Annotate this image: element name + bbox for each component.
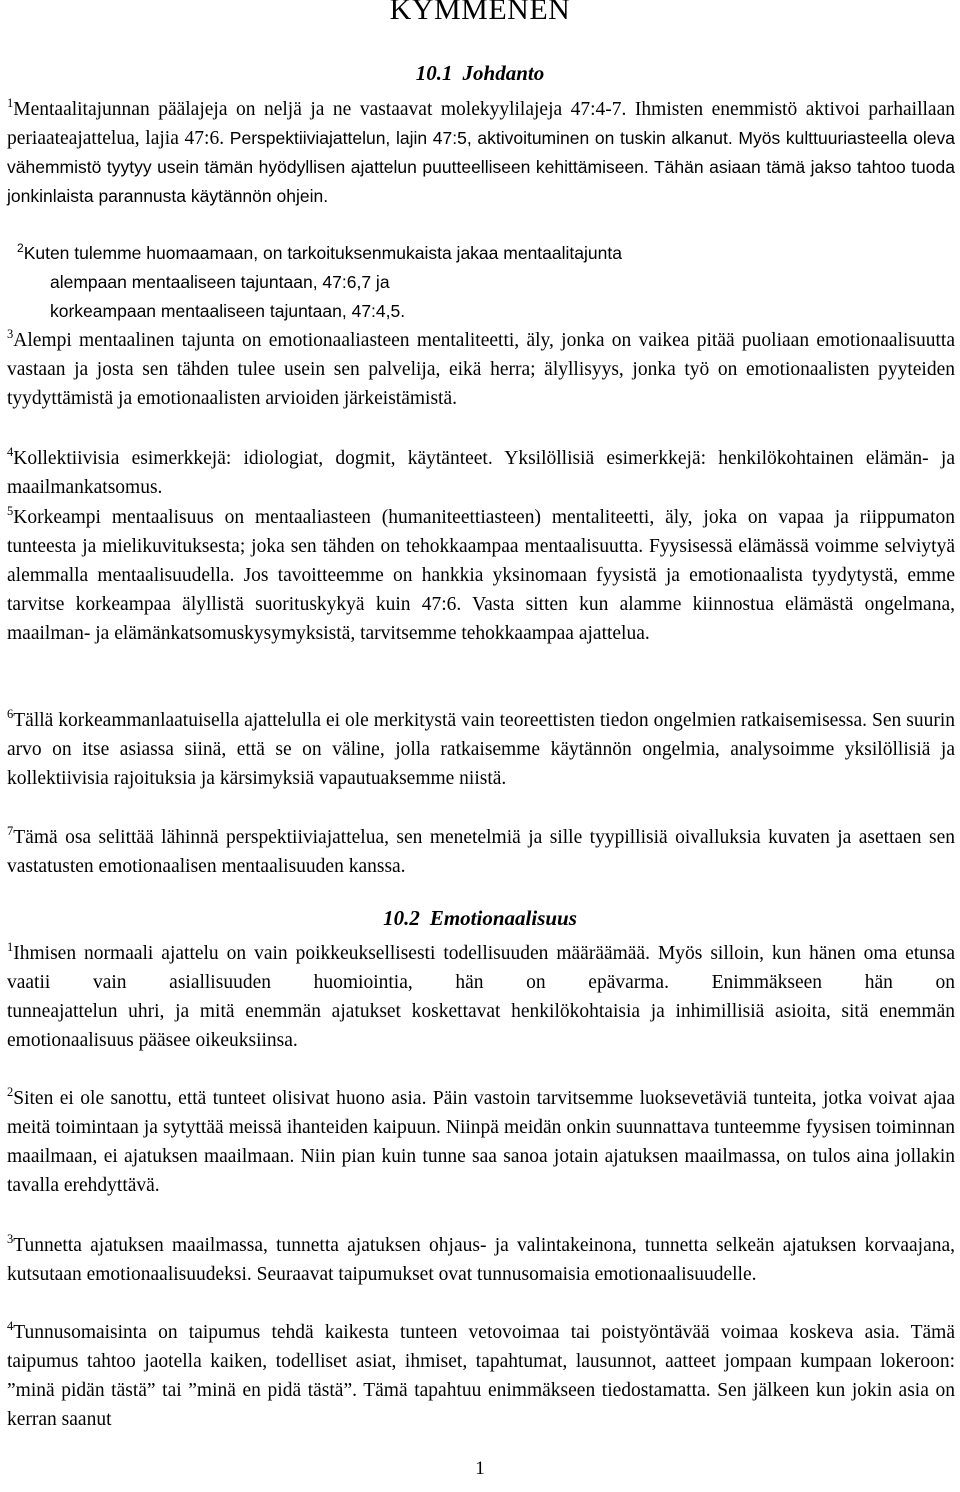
paragraph-text: Tällä korkeammanlaatuisella ajattelulla ei ole merkitystä vain teoreettisten tiedon ongelmien ratkaisemisessa. Sen suurin arvo on itse asiassa siinä, että se on väline, jolla ratkaisemme käytännön ongelmia, analysoimme yksilöllisiä ja kollektiivisia rajoituksia ja kärsimyksiä vapautuaksemme niistä. [7, 710, 955, 789]
list-line [7, 239, 955, 268]
paragraph-text: Tämä osa selittää lähinnä perspektiiviajattelua, sen menetelmiä ja sille tyypillisiä oivalluksia kuvaten ja asettaen sen vastatusten emotionaalisen mentaalisuuden kanssa. [7, 827, 955, 877]
paragraph-10-1-2 [7, 239, 955, 326]
paragraph-number: 5 [7, 503, 14, 518]
paragraph-number: 1 [7, 95, 14, 110]
section-title: Johdanto [462, 61, 545, 85]
section-number: 10.2 [383, 906, 420, 930]
paragraph-number: 1 [7, 939, 14, 954]
paragraph-10-1-1 [7, 95, 955, 211]
page-number: 1 [475, 1458, 485, 1479]
paragraph-10-2-2 [7, 1084, 955, 1200]
paragraph-text: Kollektiivisia esimerkkejä: idiologiat, dogmit, käytänteet. Yksilöllisiä esimerkkejä: henkilökohtainen elämän- ja maailmankatsomus. [7, 448, 955, 498]
section-heading-10-1 [0, 59, 960, 87]
chapter-title: KYMMENEN [389, 0, 571, 26]
paragraph-text: Alempi mentaalinen tajunta on emotionaaliasteen mentaliteetti, äly, jonka on vaikea pitää puoliaan emotionaalisuutta vastaan ja josta sen tähden tulee usein sen palvelija, eikä herra; älyllisyys, jonka työ on emotionaalisten pyyteiden tyydyttämistä ja emotionaalisten arvioiden järkeistämistä. [7, 330, 955, 409]
paragraph-text: Ihmisen normaali ajattelu on vain poikkeuksellisesti todellisuuden määräämää. Myös silloin, kun hänen oma etunsa vaatii vain asiallisuuden huomiointia, hän on epävarma. Enimmäkseen hän on [7, 943, 955, 993]
paragraph-text: Siten ei ole sanottu, että tunteet olisivat huono asia. Päin vastoin tarvitsemme luoksevetäviä tunteita, jotka voivat ajaa meitä toimintaan ja sytyttää meissä ihanteiden kaipuun. Niinpä meidän onkin suunnattava tunteemme fyysisen toiminnan maailmaan, ei ajatuksen maailmaan. Niin pian kuin tunne saa sanoa jotain ajatuksen maailmassa, on tulos aina jollakin tavalla erehdyttävä. [7, 1088, 955, 1196]
paragraph-number: 2 [17, 241, 24, 256]
paragraph-number: 3 [7, 326, 14, 341]
paragraph-number: 6 [7, 706, 14, 721]
paragraph-number: 7 [7, 823, 14, 838]
paragraph-number: 4 [7, 1318, 14, 1333]
paragraph-text-sans: Perspektiiviajattelun, lajin 47:5, aktivoituminen on tuskin alkanut. Myös kulttuuriasteella oleva vähemmistö tyytyy usein tämän hyödyllisen ajattelun puutteelliseen kehittämiseen. Tähän asiaan tämä jakso tahtoo tuoda jonkinlaista parannusta käytännön ohjein. [7, 128, 955, 206]
paragraph-10-2-3 [7, 1231, 955, 1289]
paragraph-text: Tunnetta ajatuksen maailmassa, tunnetta ajatuksen ohjaus- ja valintakeinona, tunnetta selkeän ajatuksen korvaajana, kutsutaan emotionaalisuudeksi. Seuraavat taipumukset ovat tunnusomaisia emotionaalisuudelle. [7, 1235, 955, 1285]
paragraph-text-continued: tunneajattelun uhri, ja mitä enemmän ajatukset koskettavat henkilökohtaisia ja inhimillisiä asioita, sitä enemmän emotionaalisuus pääsee oikeuksiinsa. [7, 1001, 955, 1051]
paragraph-lines-justified [7, 939, 955, 997]
section-title: Emotionaalisuus [429, 906, 577, 930]
list-line-text: Kuten tulemme huomaamaan, on tarkoituksenmukaista jakaa mentaalitajunta [23, 243, 622, 263]
section-number: 10.1 [415, 61, 453, 85]
section-heading-10-2 [0, 904, 960, 932]
paragraph-10-2-1 [7, 939, 955, 1055]
paragraph-text-serif: Mentaalitajunnan päälajeja on neljä ja ne vastaavat molekyylilajeja 47:4-7. Ihmisten enemmistö aktivoi parhaillaan periaateajattelua, lajia 47:6. [7, 99, 955, 149]
paragraph-10-1-7 [7, 823, 955, 881]
list-line: alempaan mentaaliseen tajuntaan, 47:6,7 ja [50, 272, 390, 292]
paragraph-text: Korkeampi mentaalisuus on mentaaliasteen (humaniteettiasteen) mentaliteetti, äly, joka on vapaa ja riippumaton tunteesta ja mielikuvituksesta; joka sen tähden on tehokkaampaa mentaalisuutta. Fyysisessä elämässä voimme selviytyä alemmalla mentaalisuudella. Jos tavoitteemme on hankkia yksinomaan fyysistä ja emotionaalista tyydytystä, emme tarvitse korkeampaa älyllistä suorituskykyä kuin 47:6. Vasta sitten kun alamme kiinnostua elämästä ongelmana, maailman- ja elämänkatsomuskysymyksistä, tarvitsemme tehokkaampaa ajattelua. [7, 507, 955, 644]
paragraph-10-1-5 [7, 503, 955, 648]
paragraph-number: 3 [7, 1231, 14, 1246]
paragraph-number: 4 [7, 444, 14, 459]
paragraph-10-1-3 [7, 326, 955, 413]
paragraph-10-2-4 [7, 1318, 955, 1434]
list-line: korkeampaan mentaaliseen tajuntaan, 47:4,5. [50, 301, 406, 321]
paragraph-text: Tunnusomaisinta on taipumus tehdä kaikesta tunteen vetovoimaa tai poistyöntävää voimaa koskeva asia. Tämä taipumus tahtoo jaotella kaiken, todelliset asiat, ihmiset, tapahtumat, lausunnot, aatteet jompaan kumpaan lokeroon: ”minä pidän tästä” tai ”minä en pidä tästä”. Tämä tapahtuu enimmäkseen tiedostamatta. Sen jälkeen kun jokin asia on kerran saanut [7, 1322, 955, 1430]
paragraph-10-1-6 [7, 706, 955, 793]
paragraph-10-1-4 [7, 444, 955, 502]
paragraph-number: 2 [7, 1084, 14, 1099]
